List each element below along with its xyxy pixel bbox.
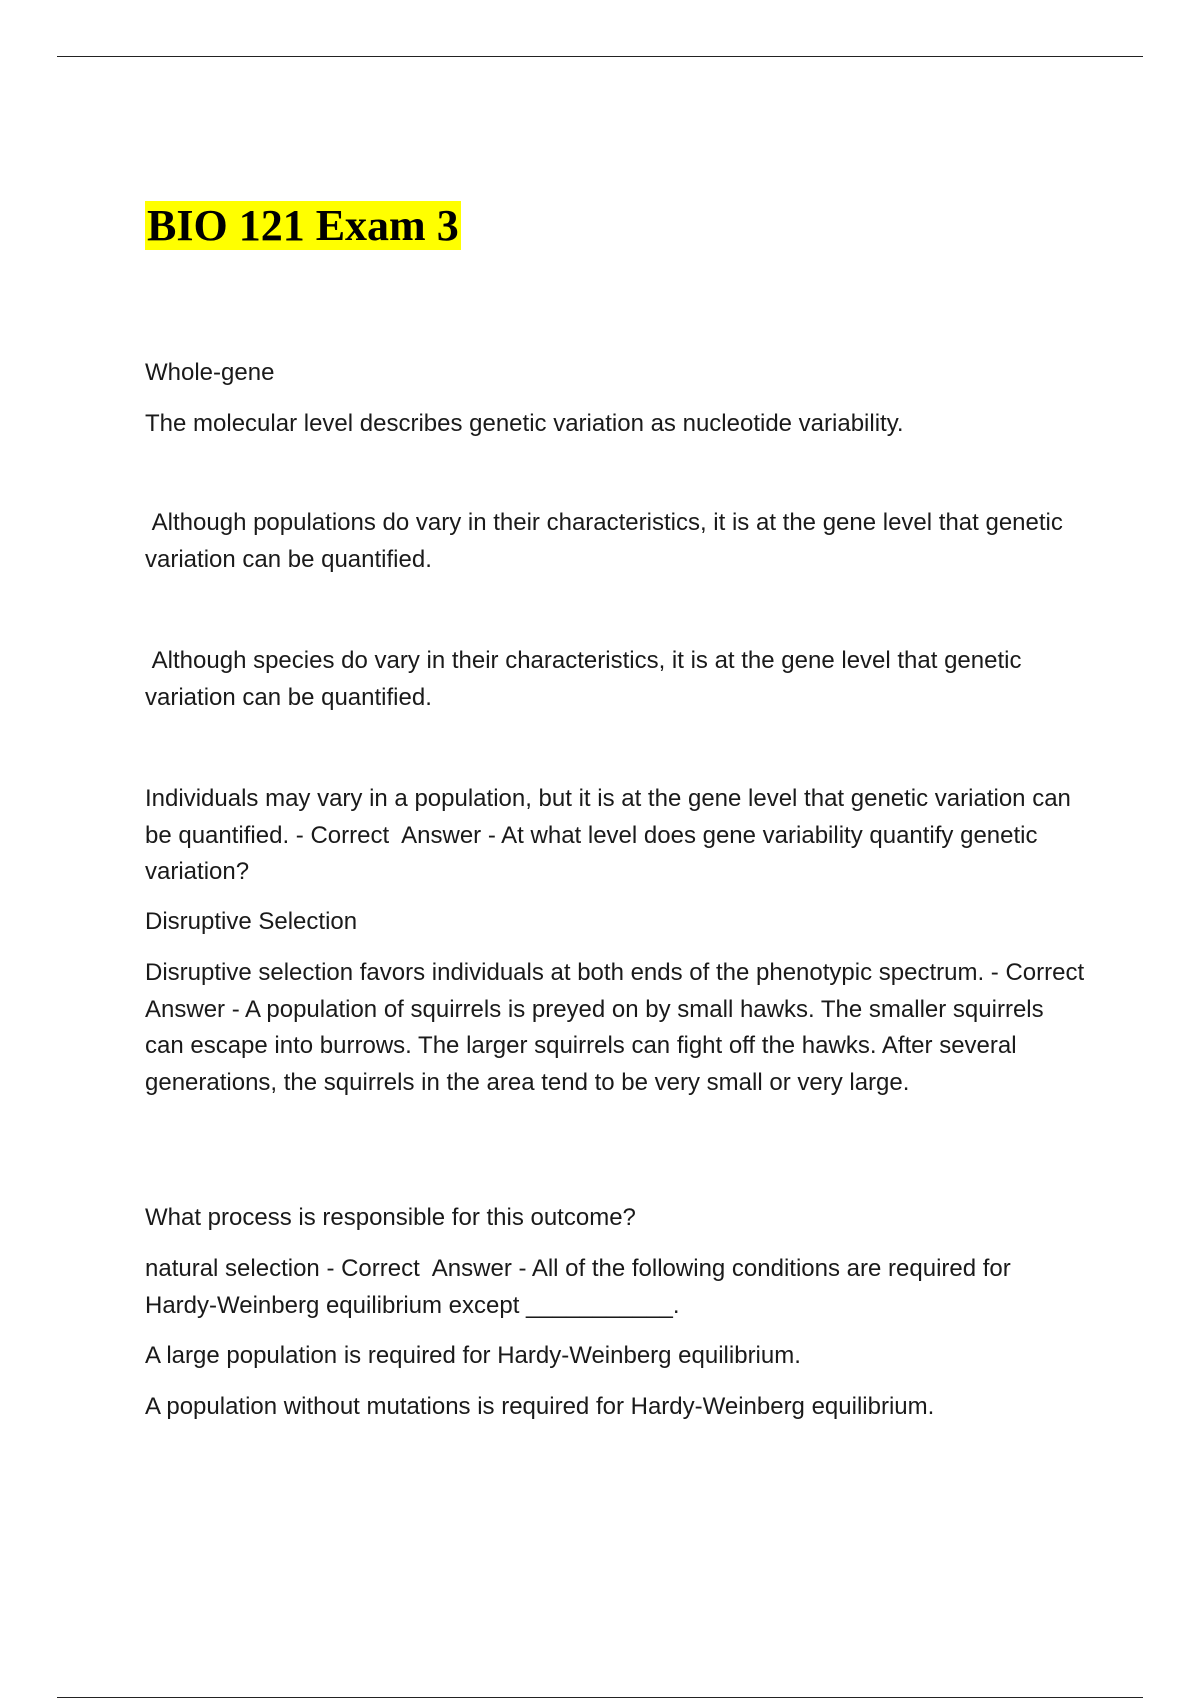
paragraph-disruptive-selection: Disruptive Selection — [145, 908, 358, 935]
paragraph-populations: Although populations do vary in their characteristics, it is at the gene level that genetic variation can be quantified. — [145, 509, 1070, 573]
paragraph-whole-gene: Whole-gene — [145, 359, 275, 386]
footer-rule — [57, 1697, 1143, 1698]
paragraph-species: Although species do vary in their characteristics, it is at the gene level that genetic variation can be quantified. — [145, 647, 1029, 711]
paragraph-no-mutations: A population without mutations is required for Hardy-Weinberg equilibrium. — [145, 1393, 935, 1420]
paragraph-individuals: Individuals may vary in a population, but it is at the gene level that genetic variation can be quantified. - Correct Answer - At what level does gene variability quantify genetic variation? — [145, 785, 1078, 885]
paragraph-disruptive-explanation: Disruptive selection favors individuals at both ends of the phenotypic spectrum. - Correct Answer - A population of squirrels is preyed on by small hawks. The smaller squirrels can escape into burrows. The larger squirrels can fight off the hawks. After several generations, the squirrels in the area tend to be very small or very large. — [145, 959, 1097, 1096]
title-highlight: BIO 121 Exam 3 — [147, 201, 459, 250]
paragraph-natural-selection: natural selection - Correct Answer - All of the following conditions are required for Hardy-Weinberg equilibrium except ___________. — [145, 1255, 1018, 1319]
paragraph-process-question: What process is responsible for this outcome? — [145, 1204, 636, 1231]
header-rule — [57, 56, 1143, 57]
paragraph-molecular-level: The molecular level describes genetic variation as nucleotide variability. — [145, 410, 904, 437]
paragraph-large-population: A large population is required for Hardy-Weinberg equilibrium. — [145, 1342, 801, 1369]
document-title — [145, 199, 461, 253]
